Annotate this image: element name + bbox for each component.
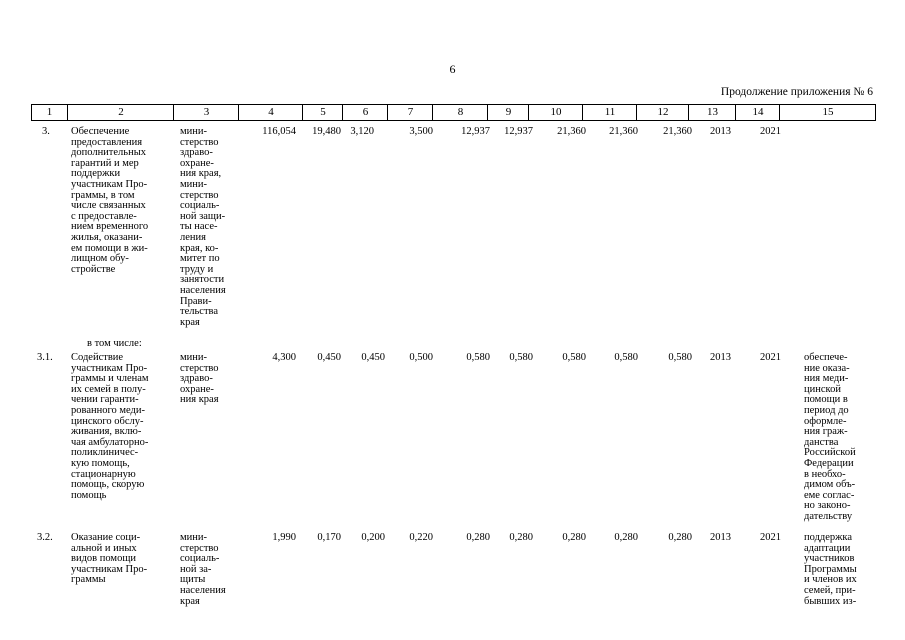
year-value: 0,450 <box>317 352 341 363</box>
header-cell: 2 <box>67 105 174 120</box>
start-year: 2013 <box>710 126 731 137</box>
total-value: 4,300 <box>272 352 296 363</box>
year-value: 0,500 <box>409 352 433 363</box>
year-value: 0,580 <box>509 352 533 363</box>
measure-name: Оказание соци- альной и иных видов помощи участникам Про- граммы <box>71 532 148 586</box>
header-cell: 10 <box>528 105 583 120</box>
year-value: 21,360 <box>557 126 586 137</box>
year-value: 0,450 <box>361 352 385 363</box>
year-value: 0,580 <box>466 352 490 363</box>
year-value: 0,580 <box>668 352 692 363</box>
year-value: 19,480 <box>312 126 341 137</box>
measure-name: Содействие участникам Про- граммы и членам их семей в полу- чении гаранти- рованного меди- цинского обслу- живания, вклю- чая амбулаторно- поликлиничес- кую помощь, стационарную помощь, скорую помощь <box>71 352 149 501</box>
header-cell: 15 <box>779 105 876 120</box>
header-cell: 11 <box>582 105 637 120</box>
year-value: 12,937 <box>504 126 533 137</box>
executor-text: мини- стерство социаль- ной за- щиты населения края <box>180 532 226 607</box>
end-year: 2021 <box>760 126 781 137</box>
header-cell: 1 <box>46 106 53 118</box>
including-label: в том числе: <box>87 338 142 349</box>
year-value: 21,360 <box>663 126 692 137</box>
year-value: 0,200 <box>361 532 385 543</box>
header-cell: 9 <box>487 105 529 120</box>
table-header-row <box>31 104 876 121</box>
year-value: 21,360 <box>609 126 638 137</box>
header-cell: 4 <box>238 105 303 120</box>
expected-result: поддержка адаптации участников Программы и членов их семей, при- бывших из- <box>804 532 857 607</box>
header-cell: 14 <box>735 105 780 120</box>
header-cell: 3 <box>173 105 239 120</box>
executor-text: мини- стерство здраво- охране- ния края, мини- стерство социаль- ной защи- ты насе- ления края, ко- митет по труду и занятости населения Прави- тельства края <box>180 126 226 328</box>
header-cell: 8 <box>432 105 488 120</box>
total-value: 1,990 <box>272 532 296 543</box>
year-value: 3,120 <box>350 126 374 137</box>
header-cell: 5 <box>302 105 343 120</box>
start-year: 2013 <box>710 352 731 363</box>
executor-text: мини- стерство здраво- охране- ния края <box>180 352 219 406</box>
year-value: 0,280 <box>668 532 692 543</box>
expected-result: обеспече- ние оказа- ния меди- цинской помощи в период до оформле- ния граж- данства Российской Федерации в необхо- димом объ- еме соглас- но законо- дательству <box>804 352 856 522</box>
year-value: 3,500 <box>409 126 433 137</box>
header-cell: 7 <box>387 105 433 120</box>
year-value: 0,580 <box>614 352 638 363</box>
end-year: 2021 <box>760 532 781 543</box>
header-cell: 6 <box>342 105 388 120</box>
continuation-caption: Продолжение приложения № 6 <box>720 86 873 98</box>
end-year: 2021 <box>760 352 781 363</box>
year-value: 0,280 <box>614 532 638 543</box>
year-value: 0,280 <box>509 532 533 543</box>
total-value: 116,054 <box>262 126 296 137</box>
row-number: 3. <box>42 126 50 137</box>
row-number: 3.1. <box>37 352 53 363</box>
header-cell: 12 <box>636 105 689 120</box>
year-value: 0,220 <box>409 532 433 543</box>
header-cell: 13 <box>688 105 736 120</box>
page-number: 6 <box>449 62 456 76</box>
measure-name: Обеспечение предоставления дополнительных гарантий и мер поддержки участникам Про- граммы, в том числе связанных с предоставле- нием временного жилья, оказани- ем помощи в жи- лищном обу- стройстве <box>71 126 149 275</box>
start-year: 2013 <box>710 532 731 543</box>
year-value: 12,937 <box>461 126 490 137</box>
year-value: 0,170 <box>317 532 341 543</box>
row-number: 3.2. <box>37 532 53 543</box>
year-value: 0,280 <box>466 532 490 543</box>
year-value: 0,280 <box>562 532 586 543</box>
year-value: 0,580 <box>562 352 586 363</box>
